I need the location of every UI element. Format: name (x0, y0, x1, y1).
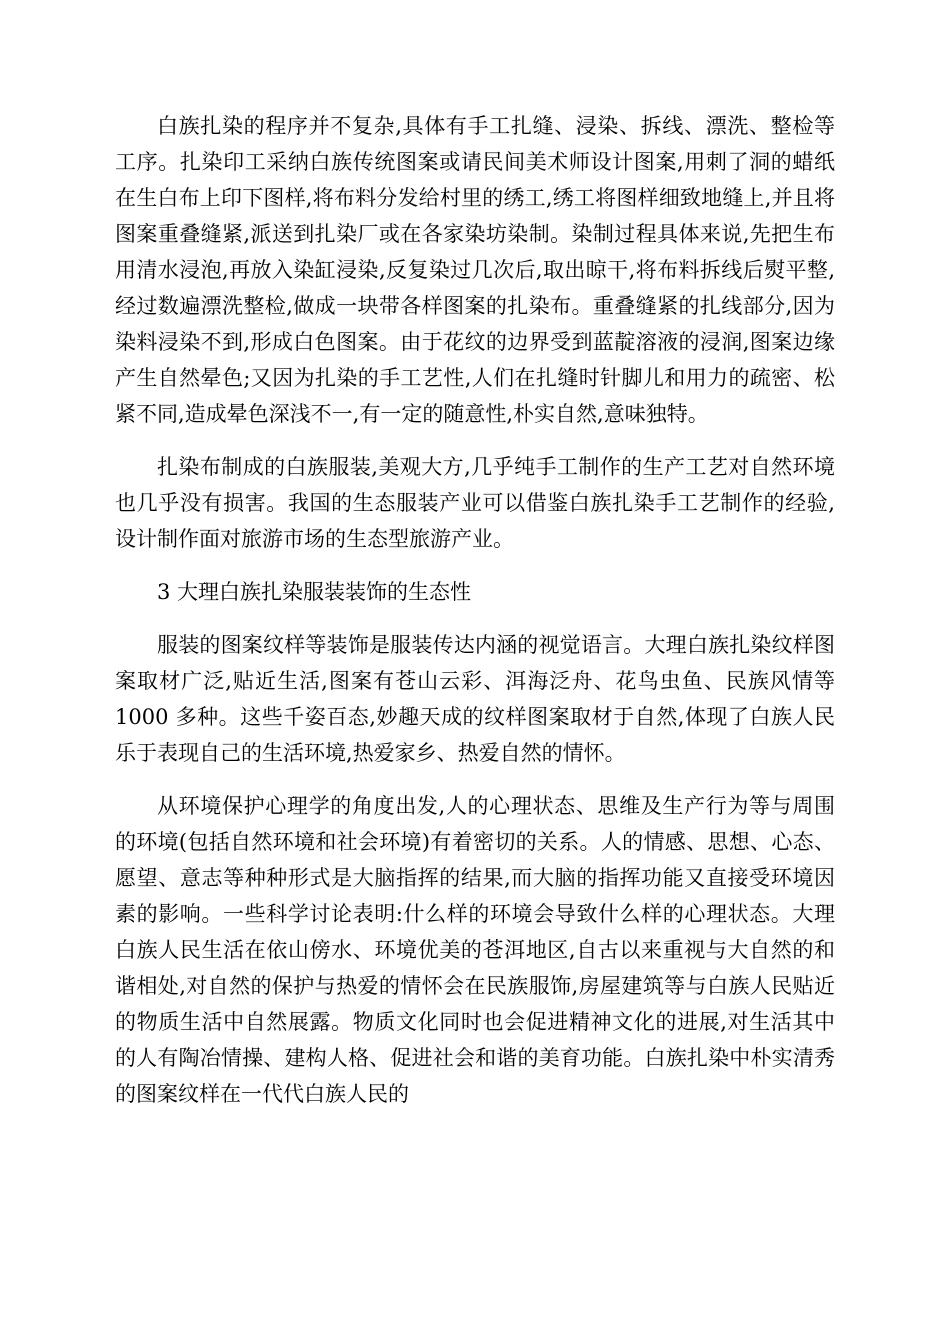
document-body (115, 108, 835, 1129)
paragraph-pattern-decoration: 服装的图案纹样等装饰是服装传达内涵的视觉语言。大理白族扎染纹样图案取材广泛,贴近生活,图案有苍山云彩、洱海泛舟、花鸟虫鱼、民族风情等 1000 多种。这些千姿百态,妙趣天成的纹样图案取材于自然,体现了白族人民乐于表现自己的生活环境,热爱家乡、热爱自然的情怀。 (115, 633, 835, 765)
paragraph-tie-dye-clothing: 扎染布制成的白族服装,美观大方,几乎纯手工制作的生产工艺对自然环境也几乎没有损害。我国的生态服装产业可以借鉴白族扎染手工艺制作的经验,设计制作面对旅游市场的生态型旅游产业。 (115, 455, 835, 551)
paragraph-environmental-psychology: 从环境保护心理学的角度出发,人的心理状态、思维及生产行为等与周围的环境(包括自然环境和社会环境)有着密切的关系。人的情感、思想、心态、愿望、意志等种种形式是大脑指挥的结果,而大脑的指挥功能又直接受环境因素的影响。一些科学讨论表明:什么样的环境会导致什么样的心理状态。大理白族人民生活在依山傍水、环境优美的苍洱地区,自古以来重视与大自然的和谐相处,对自然的保护与热爱的情怀会在民族服饰,房屋建筑等与白族人民贴近的物质生活中自然展露。物质文化同时也会促进精神文化的进展,对生活其中的人有陶冶情操、建构人格、促进社会和谐的美育功能。白族扎染中朴实清秀的图案纹样在一代代白族人民的 (115, 794, 835, 1106)
paragraph-tie-dye-process: 白族扎染的程序并不复杂,具体有手工扎缝、浸染、拆线、漂洗、整检等工序。扎染印工采纳白族传统图案或请民间美术师设计图案,用刺了洞的蜡纸在生白布上印下图样,将布料分发给村里的绣工,绣工将图样细致地缝上,并且将图案重叠缝紧,派送到扎染厂或在各家染坊染制。染制过程具体来说,先把生布用清水浸泡,再放入染缸浸染,反复染过几次后,取出晾干,将布料拆线后熨平整,经过数遍漂洗整检,做成一块带各样图案的扎染布。重叠缝紧的扎线部分,因为染料浸染不到,形成白色图案。由于花纹的边界受到蓝靛溶液的浸润,图案边缘产生自然晕色;又因为扎染的手工艺性,人们在扎缝时针脚儿和用力的疏密、松紧不同,造成晕色深浅不一,有一定的随意性,朴实自然,意味独特。 (115, 114, 835, 426)
section-heading: 3 大理白族扎染服装装饰的生态性 (157, 580, 472, 604)
